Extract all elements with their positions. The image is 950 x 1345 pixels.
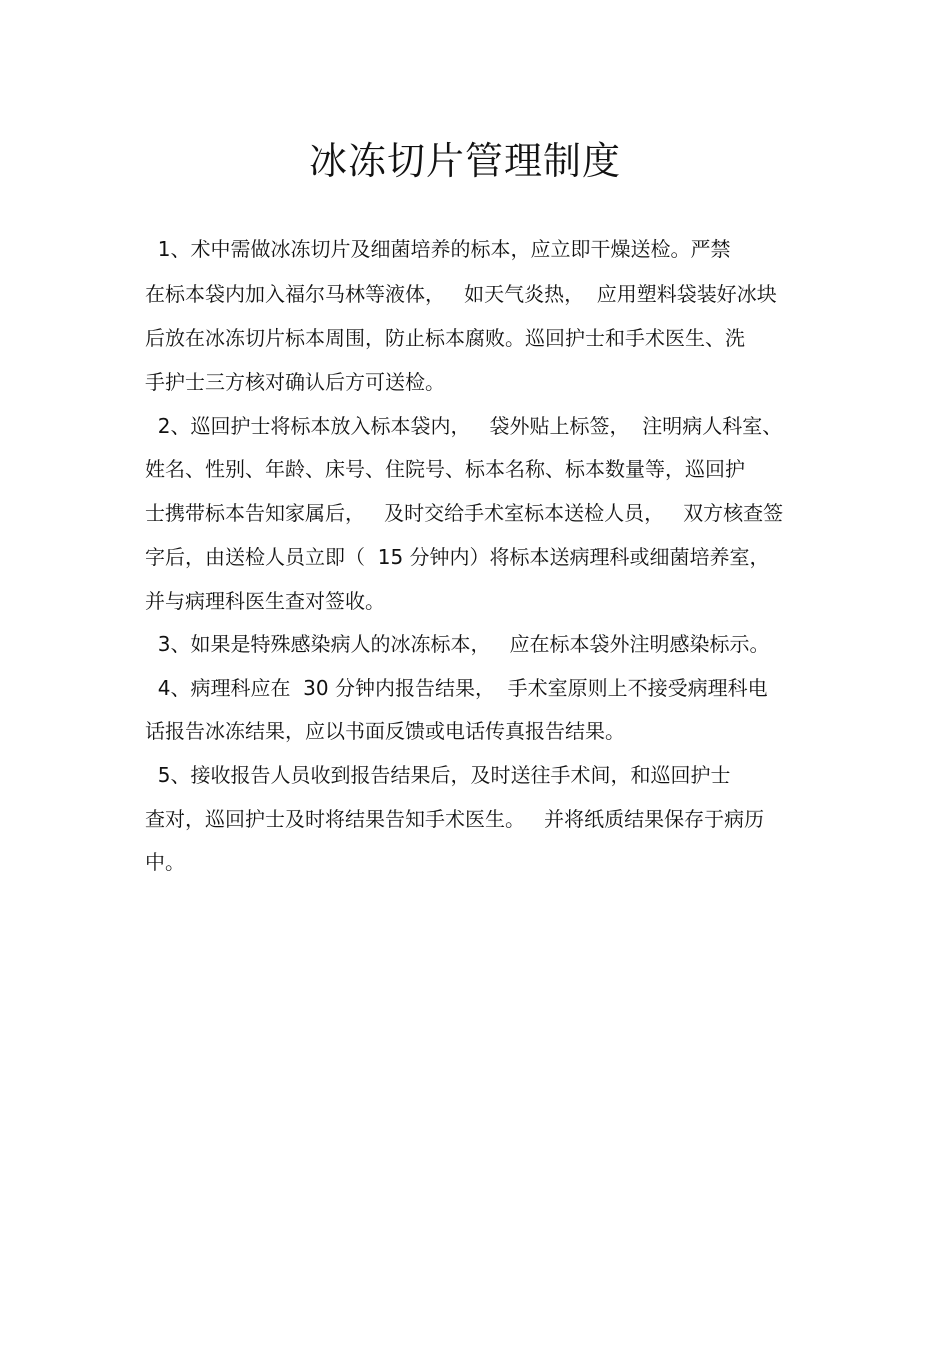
paragraph-line: 手护士三方核对确认后方可送检。 bbox=[145, 370, 445, 394]
paragraph-line: 后放在冰冻切片标本周围，防止标本腐败。巡回护士和手术医生、洗 bbox=[145, 326, 745, 350]
paragraph-line: 士携带标本告知家属后， 及时交给手术室标本送检人员， 双方核查签 bbox=[145, 501, 784, 525]
paragraph-line: 并与病理科医生查对签收。 bbox=[145, 589, 385, 613]
paragraph-line: 话报告冰冻结果，应以书面反馈或电话传真报告结果。 bbox=[145, 719, 625, 743]
paragraph-line: 字后，由送检人员立即（ 15 分钟内）将标本送病理科或细菌培养室， bbox=[145, 545, 770, 569]
paragraph-line: 3、如果是特殊感染病人的冰冻标本， 应在标本袋外注明感染标示。 bbox=[145, 632, 770, 656]
paragraph-line: 查对，巡回护士及时将结果告知手术医生。 并将纸质结果保存于病历 bbox=[145, 807, 765, 831]
paragraph-line: 1、术中需做冰冻切片及细菌培养的标本，应立即干燥送检。严禁 bbox=[145, 237, 731, 261]
paragraph-line: 2、巡回护士将标本放入标本袋内， 袋外贴上标签， 注明病人科室、 bbox=[145, 414, 783, 438]
document-title: 冰冻切片管理制度 bbox=[308, 139, 621, 183]
paragraph-line: 在标本袋内加入福尔马林等液体， 如天气炎热， 应用塑料袋装好冰块 bbox=[145, 282, 777, 306]
paragraph-line: 中。 bbox=[145, 850, 185, 874]
paragraph-line: 5、接收报告人员收到报告结果后，及时送往手术间，和巡回护士 bbox=[145, 763, 731, 787]
paragraph-line: 4、病理科应在 30 分钟内报告结果， 手术室原则上不接受病理科电 bbox=[145, 676, 768, 700]
paragraph-line: 姓名、性别、年龄、床号、住院号、标本名称、标本数量等，巡回护 bbox=[145, 457, 745, 481]
